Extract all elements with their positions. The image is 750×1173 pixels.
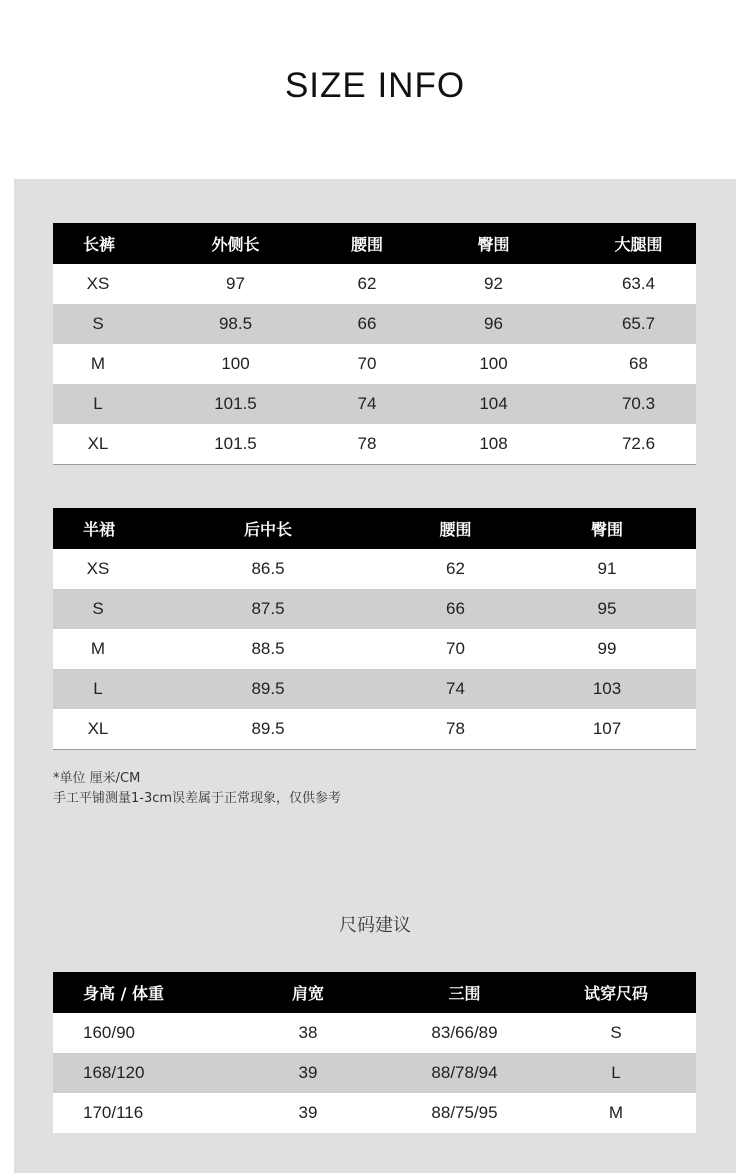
column-header: 身高 / 体重 xyxy=(53,972,223,1013)
pants-size-table xyxy=(53,223,696,465)
table-cell: 62 xyxy=(393,549,518,589)
table-cell: L xyxy=(53,384,143,424)
column-header: 腰围 xyxy=(328,223,406,264)
column-header: 试穿尺码 xyxy=(536,972,696,1013)
table-cell: 101.5 xyxy=(143,384,328,424)
table-cell: 39 xyxy=(223,1093,393,1133)
table-cell: 72.6 xyxy=(581,424,696,465)
size-panel xyxy=(14,179,736,1173)
table-cell: 88/78/94 xyxy=(393,1053,536,1093)
table-cell: 38 xyxy=(223,1013,393,1053)
table-cell: 100 xyxy=(143,344,328,384)
table-row xyxy=(53,384,696,424)
measurement-disclaimer: 手工平铺测量1-3cm误差属于正常现象，仅供参考 xyxy=(53,791,342,806)
column-header: 三围 xyxy=(393,972,536,1013)
table-row xyxy=(53,304,696,344)
table-cell: 99 xyxy=(518,629,696,669)
table-row xyxy=(53,1053,696,1093)
table-cell: 89.5 xyxy=(143,709,393,750)
table-cell: 66 xyxy=(328,304,406,344)
unit-note: *单位 厘米/CM xyxy=(53,771,141,786)
table-cell: 98.5 xyxy=(143,304,328,344)
table-row xyxy=(53,264,696,304)
table-cell: 101.5 xyxy=(143,424,328,465)
table-row xyxy=(53,709,696,750)
table-row xyxy=(53,1013,696,1053)
table-cell: M xyxy=(53,629,143,669)
table-cell: 88.5 xyxy=(143,629,393,669)
column-header: 肩宽 xyxy=(223,972,393,1013)
table-cell: 95 xyxy=(518,589,696,629)
column-header: 半裙 xyxy=(53,508,143,549)
table-cell: 78 xyxy=(328,424,406,465)
table-cell: 168/120 xyxy=(53,1053,223,1093)
table-header-row xyxy=(53,508,696,549)
table-row xyxy=(53,424,696,465)
column-header: 腰围 xyxy=(393,508,518,549)
table-cell: 70 xyxy=(328,344,406,384)
table-cell: L xyxy=(53,669,143,709)
table-row xyxy=(53,629,696,669)
table-cell: XS xyxy=(53,264,143,304)
table-cell: 39 xyxy=(223,1053,393,1093)
table-cell: 74 xyxy=(393,669,518,709)
table-cell: 170/116 xyxy=(53,1093,223,1133)
table-cell: 78 xyxy=(393,709,518,750)
size-recommendation-table xyxy=(53,972,696,1133)
table-cell: 68 xyxy=(581,344,696,384)
table-cell: 160/90 xyxy=(53,1013,223,1053)
table-cell: 107 xyxy=(518,709,696,750)
table-cell: S xyxy=(536,1013,696,1053)
table-cell: 65.7 xyxy=(581,304,696,344)
column-header: 后中长 xyxy=(143,508,393,549)
table-cell: S xyxy=(53,589,143,629)
skirt-size-table xyxy=(53,508,696,750)
table-cell: 108 xyxy=(406,424,581,465)
column-header: 臀围 xyxy=(406,223,581,264)
table-cell: XL xyxy=(53,424,143,465)
table-cell: S xyxy=(53,304,143,344)
page-title: SIZE INFO xyxy=(284,66,466,105)
column-header: 外侧长 xyxy=(143,223,328,264)
table-row xyxy=(53,589,696,629)
table-cell: XS xyxy=(53,549,143,589)
table-row xyxy=(53,344,696,384)
table-cell: 96 xyxy=(406,304,581,344)
table-cell: 103 xyxy=(518,669,696,709)
table-cell: M xyxy=(536,1093,696,1133)
table-cell: 89.5 xyxy=(143,669,393,709)
table-cell: 66 xyxy=(393,589,518,629)
column-header: 臀围 xyxy=(518,508,696,549)
table-cell: 91 xyxy=(518,549,696,589)
table-cell: 104 xyxy=(406,384,581,424)
column-header: 长裤 xyxy=(53,223,143,264)
table-row xyxy=(53,549,696,589)
table-cell: 83/66/89 xyxy=(393,1013,536,1053)
table-cell: 70 xyxy=(393,629,518,669)
table-cell: 92 xyxy=(406,264,581,304)
table-cell: XL xyxy=(53,709,143,750)
table-cell: 88/75/95 xyxy=(393,1093,536,1133)
table-cell: M xyxy=(53,344,143,384)
table-cell: 74 xyxy=(328,384,406,424)
table-cell: 70.3 xyxy=(581,384,696,424)
table-row xyxy=(53,669,696,709)
column-header: 大腿围 xyxy=(581,223,696,264)
table-header-row xyxy=(53,972,696,1013)
table-cell: 63.4 xyxy=(581,264,696,304)
table-cell: L xyxy=(536,1053,696,1093)
table-row xyxy=(53,1093,696,1133)
table-header-row xyxy=(53,223,696,264)
table-cell: 62 xyxy=(328,264,406,304)
recommend-title: 尺码建议 xyxy=(339,915,411,936)
table-cell: 87.5 xyxy=(143,589,393,629)
table-cell: 100 xyxy=(406,344,581,384)
table-cell: 97 xyxy=(143,264,328,304)
table-cell: 86.5 xyxy=(143,549,393,589)
